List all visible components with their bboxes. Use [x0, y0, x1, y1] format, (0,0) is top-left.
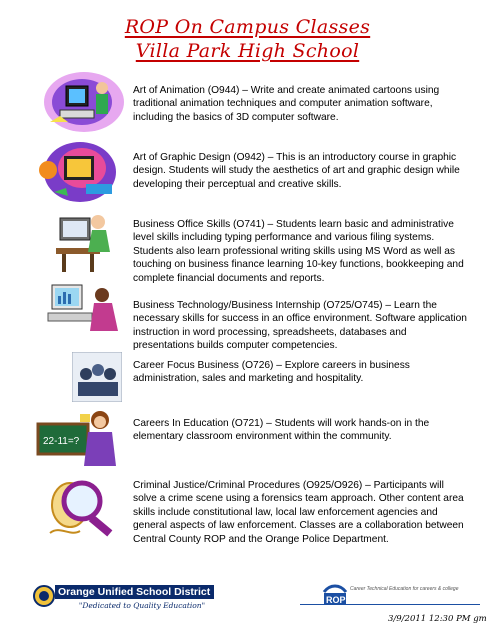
course-career-focus-business: Career Focus Business (O726) – Explore careers in business administration, sales and marketing and hospitality.	[133, 360, 410, 385]
footer-divider	[300, 604, 480, 605]
course-graphic-design: Art of Graphic Design (O942) – This is an introductory course in graphic design. Students will study the aesthetics of art and graphic design while developing their perceptual and creative skills.	[133, 152, 460, 190]
chalkboard-text: 22-11=?	[43, 436, 80, 447]
rop-tagline: Career Technical Education for careers & college	[350, 586, 459, 592]
education-clipart	[36, 406, 120, 470]
print-timestamp: 3/9/2011 12:30 PM gm	[388, 614, 487, 624]
course-careers-in-education: Careers In Education (O721) – Students will work hands-on in the elementary classroom environment within the community.	[133, 418, 430, 443]
district-seal-icon	[33, 582, 55, 610]
rop-logo	[322, 582, 348, 606]
office-skills-clipart	[52, 208, 124, 278]
course-business-technology: Business Technology/Business Internship (O725/O745) – Learn the necessary skills for success in an office environment. Software application instruction in word processing, spreadsheets, databases and presentations builds computer competencies.	[133, 300, 467, 352]
course-business-office-skills: Business Office Skills (O741) – Students learn basic and administrative level skills including typing performance and various filing systems. Students also learn professional writing skills using MS Word as well as touching on business finance learning 10-key functions, bookkeeping and complete financial documents and reports.	[133, 219, 464, 284]
district-motto: "Dedicated to Quality Education"	[78, 601, 206, 610]
page-subtitle: Villa Park High School	[135, 40, 360, 62]
graphic-design-clipart	[34, 138, 120, 206]
business-technology-clipart	[38, 279, 124, 345]
district-logo	[33, 582, 211, 612]
animation-clipart	[40, 68, 126, 136]
course-art-of-animation: Art of Animation (O944) – Write and create animated cartoons using traditional animation techniques and computer animation software, including the basics of 3D computer software.	[133, 85, 440, 123]
page-title: ROP On Campus Classes	[124, 16, 371, 38]
district-name: Orange Unified School District	[55, 585, 214, 599]
rop-logo-text: ROP	[326, 595, 346, 605]
course-criminal-justice: Criminal Justice/Criminal Procedures (O925/O926) – Participants will solve a crime scene using a forensics team approach. Other content area skills include constitutional law, local law enforcement agencies and general aspects of law enforcement. Classes are a collaboration between Central County ROP and the Orange Police Department.	[133, 480, 464, 545]
criminal-justice-clipart	[40, 475, 126, 547]
career-focus-clipart	[72, 352, 122, 402]
